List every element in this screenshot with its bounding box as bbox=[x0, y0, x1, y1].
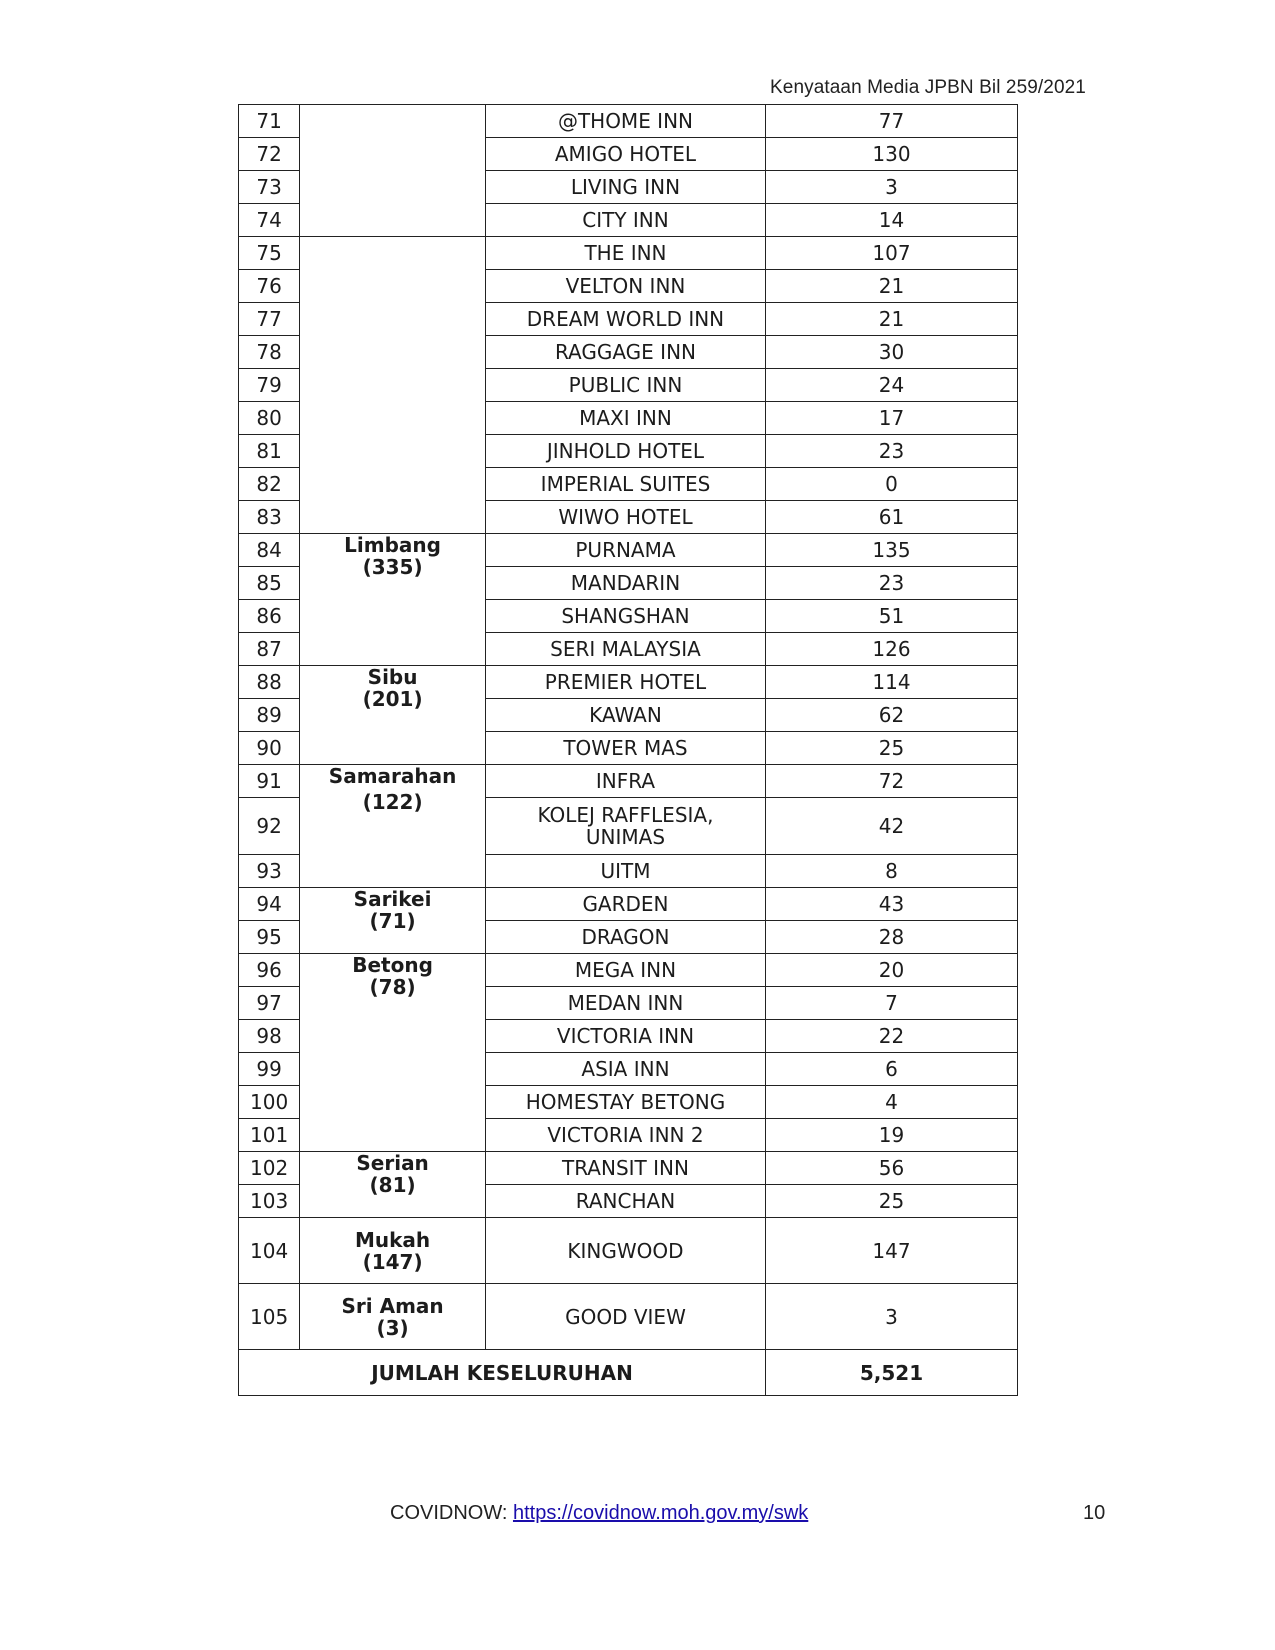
place-name: IMPERIAL SUITES bbox=[485, 468, 765, 501]
case-count: 4 bbox=[766, 1086, 1018, 1119]
row-number: 80 bbox=[239, 402, 300, 435]
case-count: 25 bbox=[766, 1185, 1018, 1218]
case-count: 19 bbox=[766, 1119, 1018, 1152]
case-count: 17 bbox=[766, 402, 1018, 435]
place-name: MEDAN INN bbox=[485, 987, 765, 1020]
place-name: VICTORIA INN 2 bbox=[485, 1119, 765, 1152]
case-count: 147 bbox=[766, 1218, 1018, 1284]
row-number: 97 bbox=[239, 987, 300, 1020]
place-name: GARDEN bbox=[485, 888, 765, 921]
case-count: 24 bbox=[766, 369, 1018, 402]
row-number: 94 bbox=[239, 888, 300, 921]
row-number: 72 bbox=[239, 138, 300, 171]
table-row bbox=[239, 765, 1018, 798]
row-number: 90 bbox=[239, 732, 300, 765]
row-number: 100 bbox=[239, 1086, 300, 1119]
row-number: 75 bbox=[239, 237, 300, 270]
district-cell bbox=[300, 1218, 486, 1284]
place-name: PREMIER HOTEL bbox=[485, 666, 765, 699]
row-number: 83 bbox=[239, 501, 300, 534]
case-count: 135 bbox=[766, 534, 1018, 567]
case-count: 61 bbox=[766, 501, 1018, 534]
row-number: 95 bbox=[239, 921, 300, 954]
row-number: 93 bbox=[239, 855, 300, 888]
district-name: Betong bbox=[352, 953, 433, 977]
place-name: LIVING INN bbox=[485, 171, 765, 204]
district-total: (3) bbox=[376, 1315, 409, 1340]
footer-label: COVIDNOW: bbox=[390, 1502, 513, 1524]
place-name: PURNAMA bbox=[485, 534, 765, 567]
row-number: 103 bbox=[239, 1185, 300, 1218]
table-row bbox=[239, 1218, 1018, 1284]
district-name: Sarikei bbox=[353, 887, 432, 911]
place-name: MANDARIN bbox=[485, 567, 765, 600]
table-row bbox=[239, 105, 1018, 138]
row-number: 82 bbox=[239, 468, 300, 501]
place-name: @THOME INN bbox=[485, 105, 765, 138]
district-cell bbox=[300, 666, 486, 765]
place-name: DRAGON bbox=[485, 921, 765, 954]
place-name: AMIGO HOTEL bbox=[485, 138, 765, 171]
district-total: (71) bbox=[369, 909, 416, 933]
place-name: WIWO HOTEL bbox=[485, 501, 765, 534]
row-number: 73 bbox=[239, 171, 300, 204]
table-row bbox=[239, 237, 1018, 270]
case-count: 114 bbox=[766, 666, 1018, 699]
place-name: TOWER MAS bbox=[485, 732, 765, 765]
place-name: VICTORIA INN bbox=[485, 1020, 765, 1053]
row-number: 71 bbox=[239, 105, 300, 138]
place-name: PUBLIC INN bbox=[485, 369, 765, 402]
place-name: VELTON INN bbox=[485, 270, 765, 303]
footer bbox=[390, 1502, 808, 1525]
place-name: GOOD VIEW bbox=[485, 1284, 765, 1350]
case-count: 42 bbox=[766, 798, 1018, 855]
district-total: (201) bbox=[362, 687, 423, 711]
place-name: MAXI INN bbox=[485, 402, 765, 435]
case-count: 14 bbox=[766, 204, 1018, 237]
total-label: JUMLAH KESELURUHAN bbox=[239, 1350, 766, 1396]
district-cell bbox=[300, 1284, 486, 1350]
case-count: 56 bbox=[766, 1152, 1018, 1185]
district-total: (122) bbox=[362, 790, 423, 814]
place-name: RANCHAN bbox=[485, 1185, 765, 1218]
row-number: 87 bbox=[239, 633, 300, 666]
case-count: 8 bbox=[766, 855, 1018, 888]
row-number: 96 bbox=[239, 954, 300, 987]
district-cell bbox=[300, 105, 486, 237]
case-count: 6 bbox=[766, 1053, 1018, 1086]
row-number: 105 bbox=[239, 1284, 300, 1350]
case-count: 20 bbox=[766, 954, 1018, 987]
district-total: (147) bbox=[362, 1249, 423, 1274]
place-name: CITY INN bbox=[485, 204, 765, 237]
case-count: 126 bbox=[766, 633, 1018, 666]
case-count: 23 bbox=[766, 567, 1018, 600]
district-cell bbox=[300, 1152, 486, 1218]
case-count: 107 bbox=[766, 237, 1018, 270]
place-name: ASIA INN bbox=[485, 1053, 765, 1086]
place-name: KAWAN bbox=[485, 699, 765, 732]
row-number: 79 bbox=[239, 369, 300, 402]
place-name: SHANGSHAN bbox=[485, 600, 765, 633]
place-name: THE INN bbox=[485, 237, 765, 270]
case-count: 22 bbox=[766, 1020, 1018, 1053]
table-row bbox=[239, 888, 1018, 921]
district-cell bbox=[300, 534, 486, 666]
case-count: 43 bbox=[766, 888, 1018, 921]
place-name: INFRA bbox=[485, 765, 765, 798]
case-count: 30 bbox=[766, 336, 1018, 369]
case-count: 25 bbox=[766, 732, 1018, 765]
case-count: 77 bbox=[766, 105, 1018, 138]
row-number: 76 bbox=[239, 270, 300, 303]
row-number: 89 bbox=[239, 699, 300, 732]
row-number: 74 bbox=[239, 204, 300, 237]
district-cell bbox=[300, 237, 486, 534]
case-count: 21 bbox=[766, 270, 1018, 303]
case-count: 3 bbox=[766, 171, 1018, 204]
district-cell bbox=[300, 954, 486, 1152]
row-number: 78 bbox=[239, 336, 300, 369]
place-name: KOLEJ RAFFLESIA, UNIMAS bbox=[485, 798, 765, 855]
case-count: 72 bbox=[766, 765, 1018, 798]
district-total: (81) bbox=[369, 1173, 416, 1197]
quarantine-centres-table bbox=[238, 104, 1018, 1396]
place-name: SERI MALAYSIA bbox=[485, 633, 765, 666]
table-row bbox=[239, 534, 1018, 567]
page-number: 10 bbox=[1083, 1502, 1106, 1524]
row-number: 84 bbox=[239, 534, 300, 567]
case-count: 51 bbox=[766, 600, 1018, 633]
row-number: 86 bbox=[239, 600, 300, 633]
case-count: 130 bbox=[766, 138, 1018, 171]
district-total: (335) bbox=[362, 555, 423, 579]
total-value: 5,521 bbox=[766, 1350, 1018, 1396]
row-number: 99 bbox=[239, 1053, 300, 1086]
district-name: Limbang bbox=[344, 533, 441, 557]
table-row bbox=[239, 954, 1018, 987]
case-count: 28 bbox=[766, 921, 1018, 954]
district-cell bbox=[300, 765, 486, 888]
district-total: (78) bbox=[369, 975, 416, 999]
case-count: 3 bbox=[766, 1284, 1018, 1350]
case-count: 7 bbox=[766, 987, 1018, 1020]
place-name: DREAM WORLD INN bbox=[485, 303, 765, 336]
table-body bbox=[239, 105, 1018, 1396]
case-count: 23 bbox=[766, 435, 1018, 468]
table-row bbox=[239, 666, 1018, 699]
table-row bbox=[239, 1152, 1018, 1185]
district-name: Serian bbox=[356, 1151, 429, 1175]
case-count: 21 bbox=[766, 303, 1018, 336]
district-cell bbox=[300, 888, 486, 954]
district-name: Sri Aman bbox=[341, 1293, 444, 1318]
place-name: RAGGAGE INN bbox=[485, 336, 765, 369]
case-count: 62 bbox=[766, 699, 1018, 732]
row-number: 77 bbox=[239, 303, 300, 336]
district-name: Samarahan bbox=[328, 764, 457, 788]
row-number: 98 bbox=[239, 1020, 300, 1053]
row-number: 81 bbox=[239, 435, 300, 468]
place-name: HOMESTAY BETONG bbox=[485, 1086, 765, 1119]
place-name: JINHOLD HOTEL bbox=[485, 435, 765, 468]
case-count: 0 bbox=[766, 468, 1018, 501]
total-row bbox=[239, 1350, 1018, 1396]
row-number: 102 bbox=[239, 1152, 300, 1185]
district-name: Sibu bbox=[367, 665, 418, 689]
row-number: 92 bbox=[239, 798, 300, 855]
row-number: 101 bbox=[239, 1119, 300, 1152]
place-name: KINGWOOD bbox=[485, 1218, 765, 1284]
row-number: 91 bbox=[239, 765, 300, 798]
row-number: 104 bbox=[239, 1218, 300, 1284]
district-name: Mukah bbox=[354, 1227, 431, 1252]
place-name: TRANSIT INN bbox=[485, 1152, 765, 1185]
row-number: 85 bbox=[239, 567, 300, 600]
table-row bbox=[239, 1284, 1018, 1350]
row-number: 88 bbox=[239, 666, 300, 699]
covidnow-link[interactable]: https://covidnow.moh.gov.my/swk bbox=[512, 1502, 809, 1524]
place-name: MEGA INN bbox=[485, 954, 765, 987]
document-reference: Kenyataan Media JPBN Bil 259/2021 bbox=[770, 77, 1086, 98]
place-name: UITM bbox=[485, 855, 765, 888]
